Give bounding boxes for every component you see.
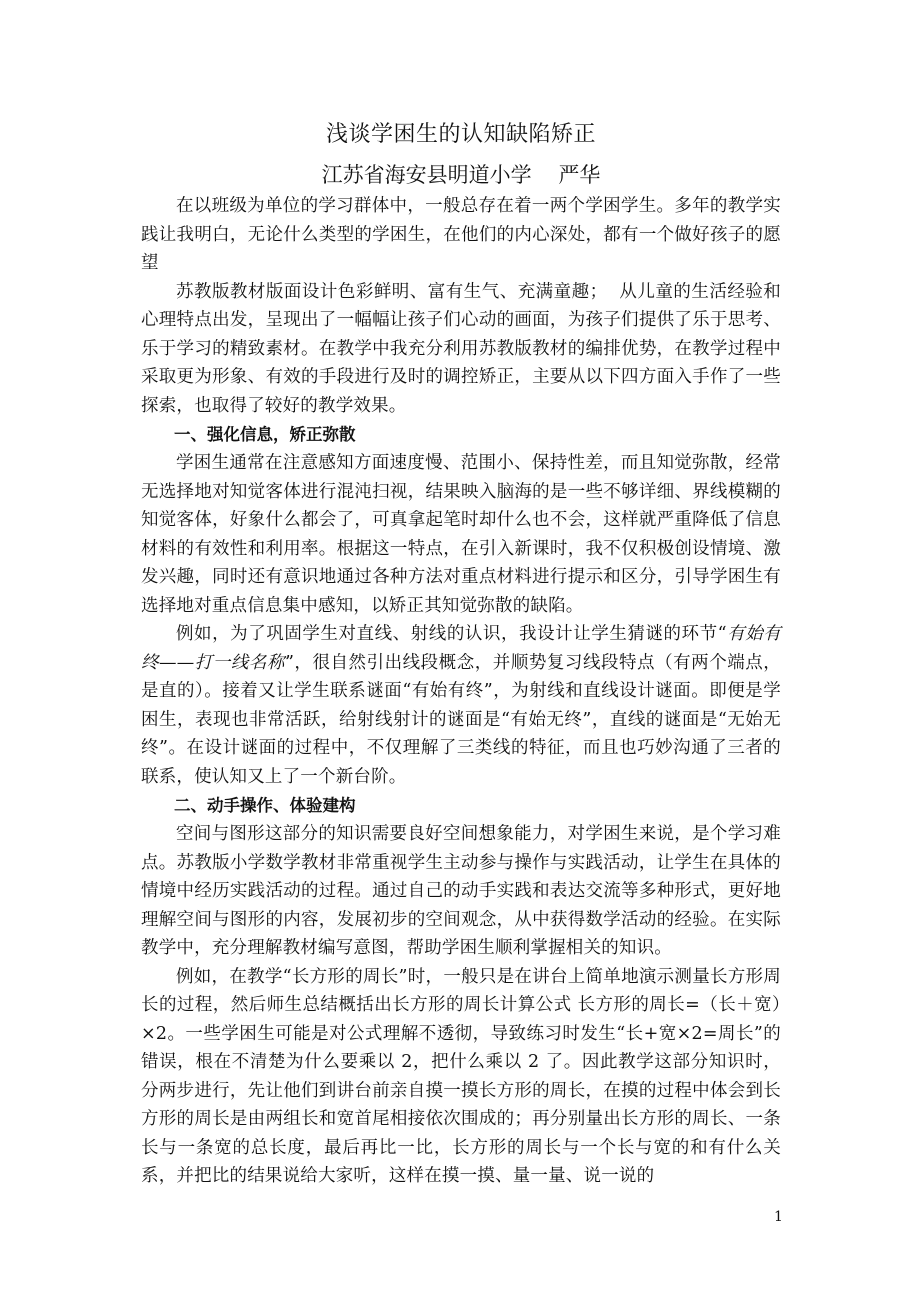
paragraph-text-after-riddle: ”，很自然引出线段概念，并顺势复习线段特点（有两个端点，是直的）。接着又让学生联系谜面“有始有终”，为射线和直线设计谜面。即便是学困生，表现也非常活跃，给射线射计的谜面是“有始无终”，直线的谜面是“无始无终”。在设计谜面的过程中，不仅理解了三类线的特征，而且也巧妙沟通了三者的联系，使认知又上了一个新台阶。 [141,652,781,787]
intro-paragraph-2: 苏教版教材版面设计色彩鲜明、富有生气、充满童趣； 从儿童的生活经验和心理特点出发，呈现出了一幅幅让孩子们心动的画面，为孩子们提供了乐于思考、乐于学习的精致素材。在教学中我充分利用苏教版教材的编排优势，在教学过程中采取更为形象、有效的手段进行及时的调控矫正，主要从以下四方面入手作了一些探索，也取得了较好的教学效果。 [141,281,781,416]
section2-paragraph-2: 例如，在教学“长方形的周长”时，一般只是在讲台上简单地演示测量长方形周长的过程，然后师生总结概括出长方形的周长计算公式 长方形的周长=（长＋宽）×2。一些学困生可能是对公式理解不透彻，导致练习时发生“长+宽×2=周长”的错误，根在不清楚为什么要乘以 2，把什么乘以 2 了。因此教学这部分知识时，分两步进行，先让他们到讲台前亲自摸一摸长方形的周长，在摸的过程中体会到长方形的周长是由两组长和宽首尾相接依次围成的；再分别量出长方形的周长、一条长与一条宽的总长度，最后再比一比，长方形的周长与一个长与宽的和有什么关系，并把比的结果说给大家听，这样在摸一摸、量一量、说一说的 [141,966,781,1186]
document-page [141,120,781,1191]
intro-paragraph-1: 在以班级为单位的学习群体中，一般总存在着一两个学困学生。多年的教学实践让我明白，无论什么类型的学困生，在他们的内心深处，都有一个做好孩子的愿望 [141,196,781,273]
author-line: 江苏省海安县明道小学 严华 [321,163,601,187]
section1-paragraph-2 [141,620,781,791]
section-heading-2: 二、动手操作、体验建构 [174,796,356,815]
page-number: 1 [774,1209,783,1225]
section2-paragraph-1: 空间与图形这部分的知识需要良好空间想象能力，对学困生来说，是个学习难点。苏教版小学数学教材非常重视学生主动参与操作与实践活动，让学生在具体的情境中经历实践活动的过程。通过自己的动手实践和表达交流等多种形式，更好地理解空间与图形的内容，发展初步的空间观念，从中获得数学活动的经验。在实际教学中，充分理解教材编写意图，帮助学困生顺利掌握相关的知识。 [141,824,781,958]
paragraph-text-before-riddle: 例如，为了巩固学生对直线、射线的认识，我设计让学生猜谜的环节“ [176,624,727,644]
section-heading-1: 一、强化信息，矫正弥散 [174,425,356,444]
section1-paragraph-1: 学困生通常在注意感知方面速度慢、范围小、保持性差，而且知觉弥散，经常无选择地对知觉客体进行混沌扫视，结果映入脑海的是一些不够详细、界线模糊的知觉客体，好象什么都会了，可真拿起笔时却什么也不会，这样就严重降低了信息材料的有效性和利用率。根据这一特点，在引入新课时，我不仅积极创设情境、激发兴趣，同时还有意识地通过各种方法对重点材料进行提示和区分，引导学困生有选择地对重点信息集中感知，以矫正其知觉弥散的缺陷。 [141,453,781,616]
riddle-text: 有始有终——打一线名称 [141,624,781,673]
document-title: 浅谈学困生的认知缺陷矫正 [325,122,596,147]
